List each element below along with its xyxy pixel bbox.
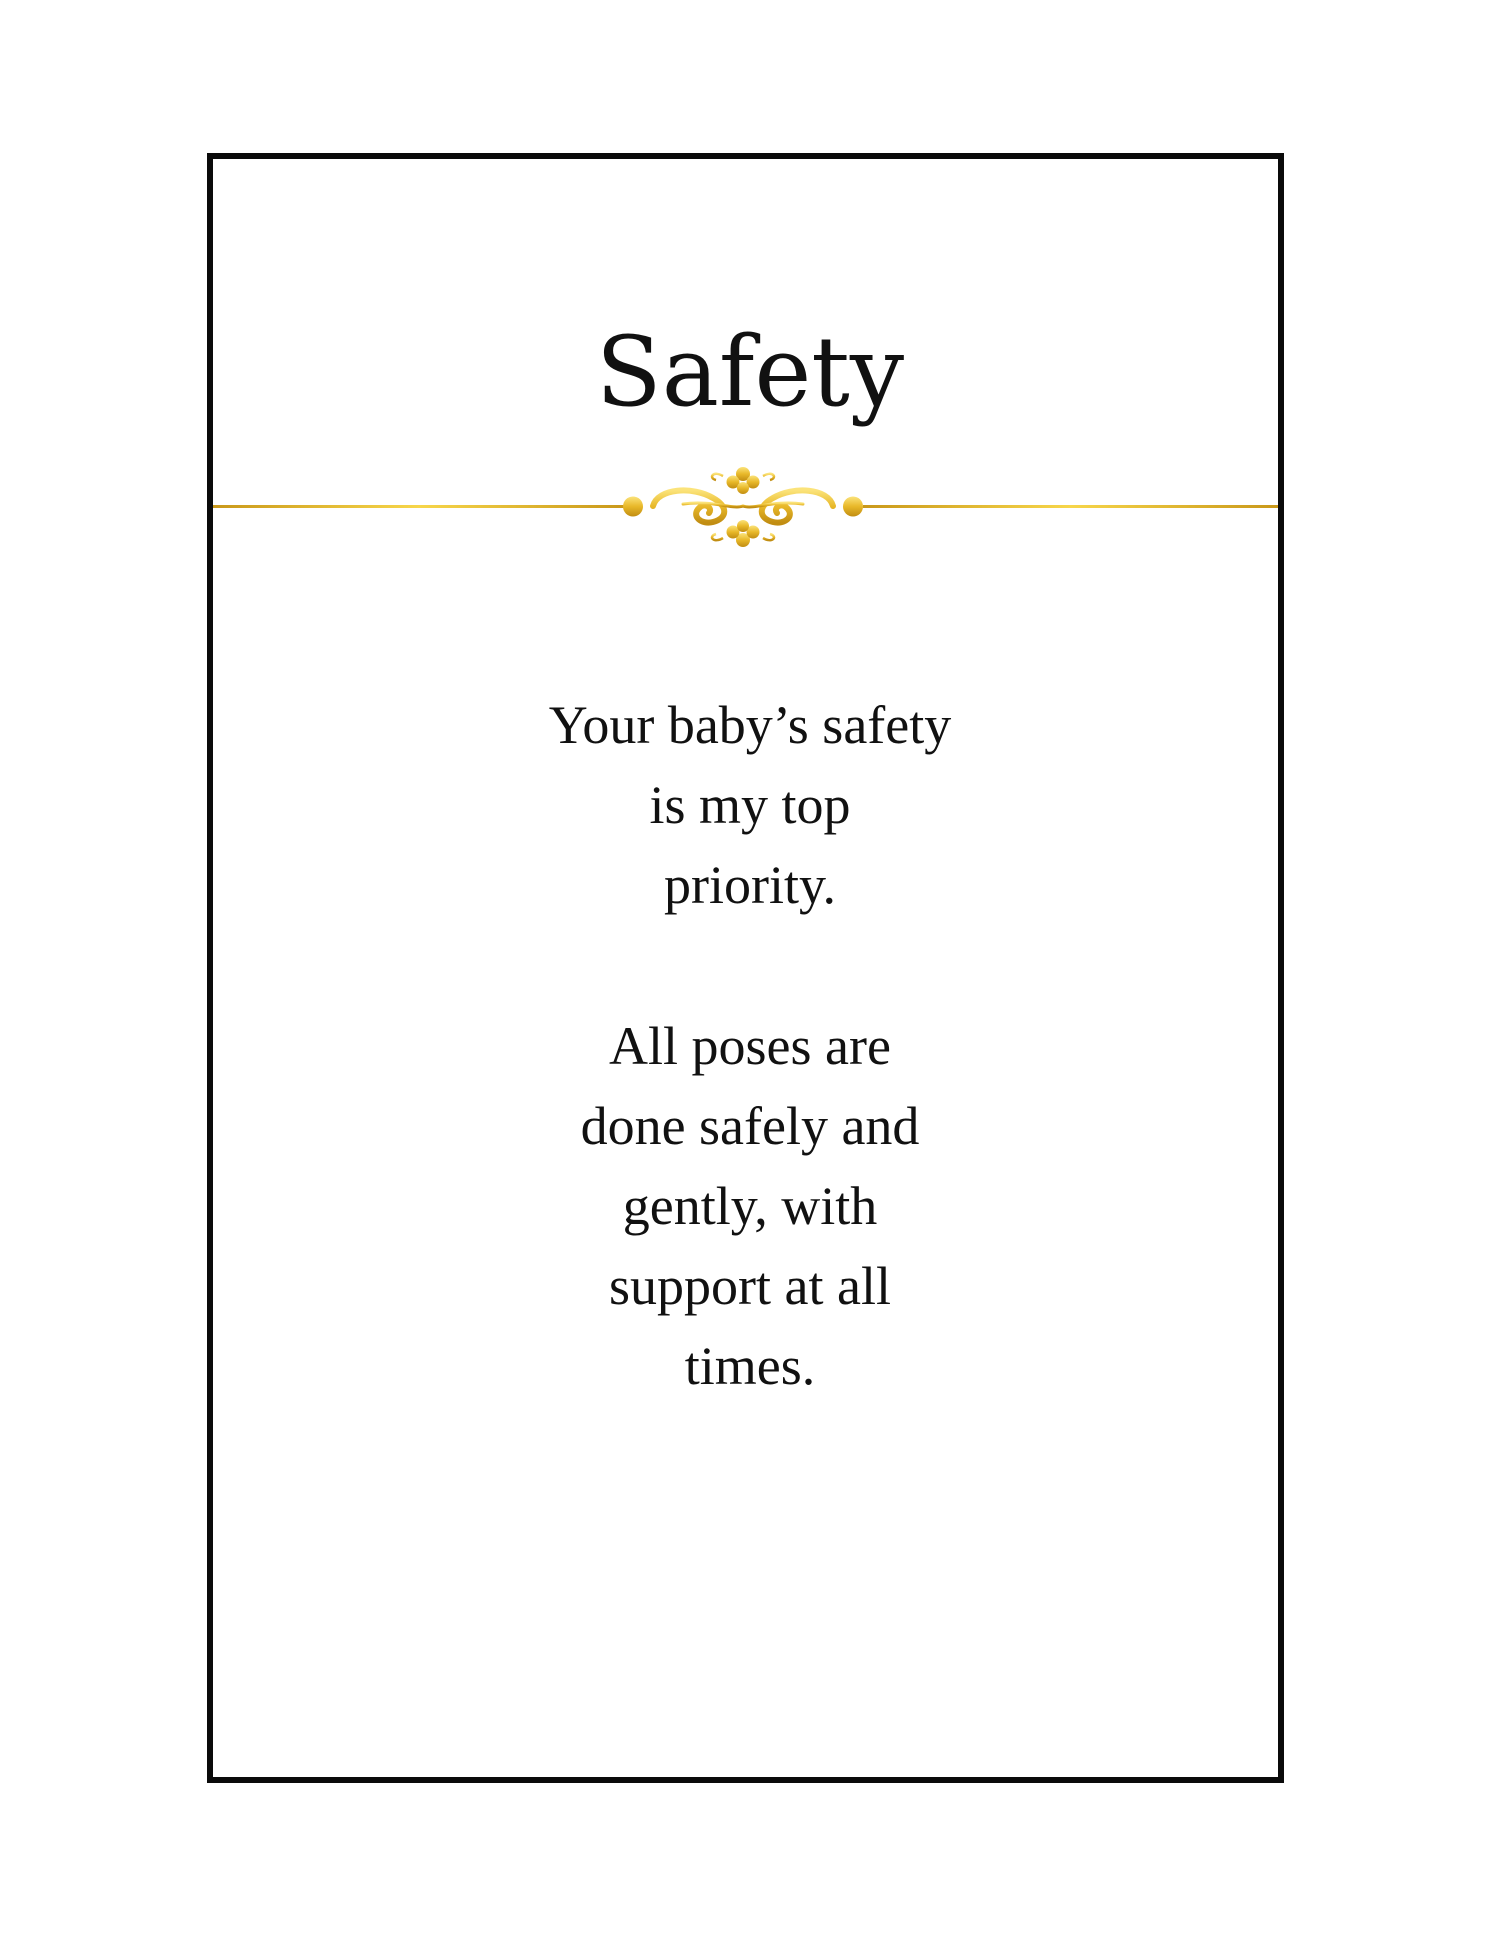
paragraph-poses: [0, 1006, 1500, 1406]
paragraph-line: priority.: [664, 855, 836, 915]
paragraph-line: support at all: [609, 1256, 891, 1316]
page-title: Safety: [595, 316, 905, 428]
paragraph-line: done safely and: [580, 1096, 920, 1156]
paragraph-priority: [0, 685, 1500, 925]
paragraph-line: is my top: [649, 775, 851, 835]
paragraph-line: times.: [684, 1336, 816, 1396]
paragraph-line: Your baby’s safety: [548, 695, 952, 755]
gold-flourish-divider-icon: [213, 460, 1278, 556]
paragraph-line: All poses are: [609, 1016, 891, 1076]
paragraph-line: gently, with: [622, 1176, 878, 1236]
